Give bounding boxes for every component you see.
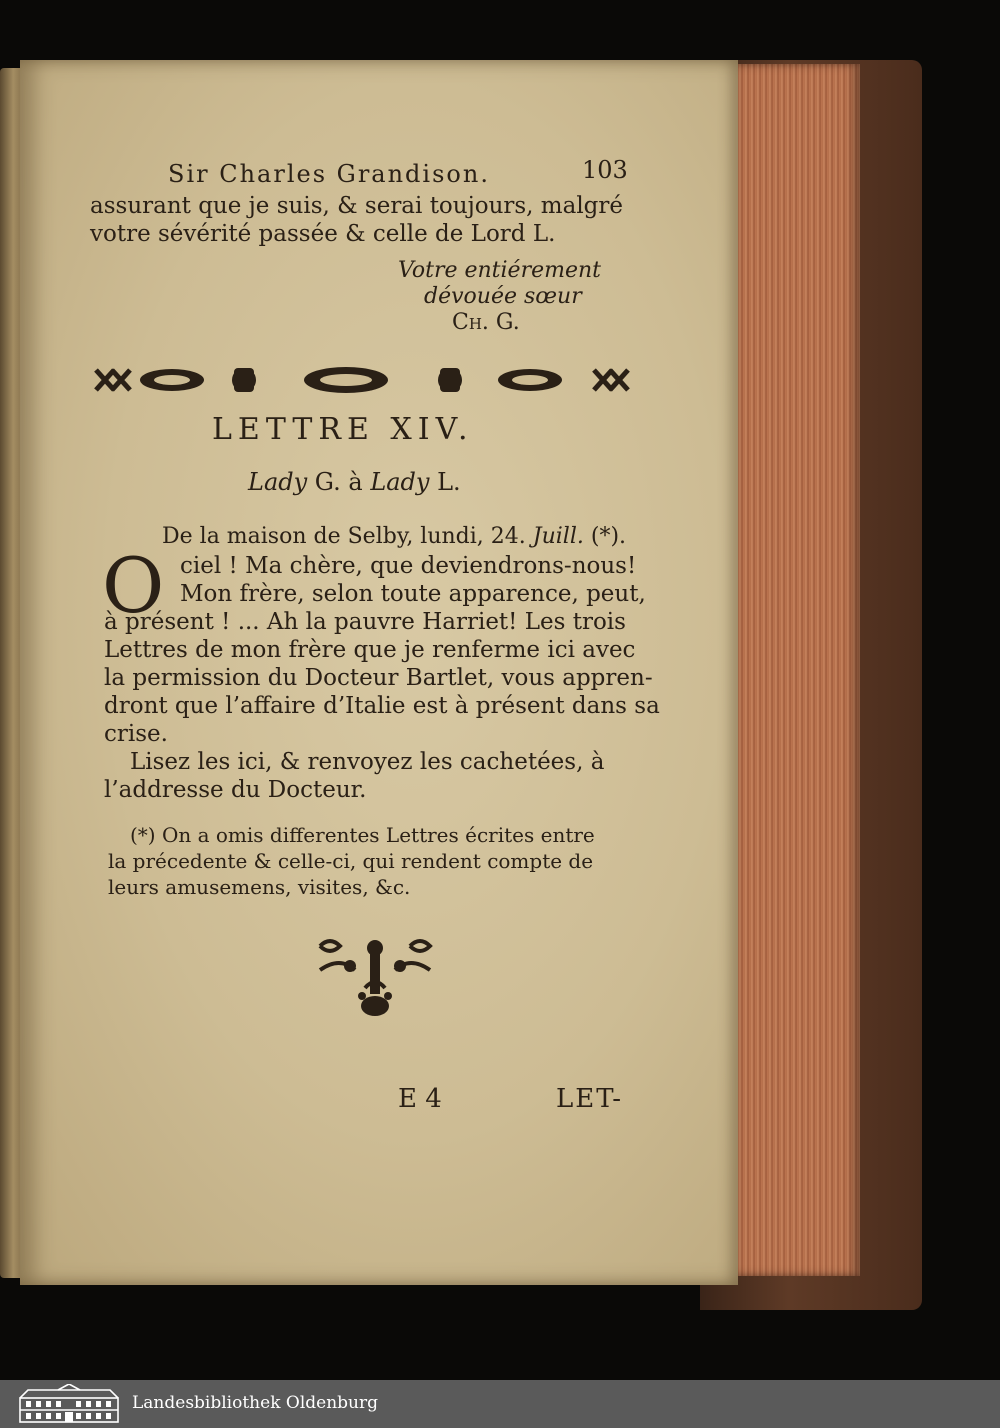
text-line: Lettres de mon frère que je renferme ici avec [104, 637, 636, 663]
dateline-month: Juill. [532, 524, 584, 549]
page-edges [732, 64, 860, 1276]
footnote-line: leurs amusemens, visites, &c. [108, 875, 411, 899]
subheading-part: Lady [248, 468, 308, 496]
catchword: LET- [556, 1084, 624, 1114]
signature-initials: Ch. G. [452, 310, 520, 335]
text-line: assurant que je suis, & serai toujours, malgré [90, 193, 624, 219]
dateline [162, 524, 626, 549]
left-page-edge [0, 68, 22, 1278]
book-page [20, 60, 738, 1285]
text-line: dront que l’affaire d’Italie est à présent dans sa [104, 693, 660, 719]
dateline-text: De la maison de Selby, lundi, 24. [162, 524, 526, 549]
footnote-marker: (*). [590, 524, 627, 549]
text-line: crise. [104, 721, 168, 747]
text-line: Lisez les ici, & renvoyez les cachetées, à [130, 749, 605, 775]
tailpiece-ornament-icon [310, 936, 440, 1026]
subheading-part: Lady [370, 468, 430, 496]
letter-subheading [248, 468, 461, 496]
footer-label: Landesbibliothek Oldenburg [132, 1393, 379, 1413]
page-number: 103 [582, 156, 628, 184]
subheading-part: L. [429, 468, 461, 496]
signature-mark: E 4 [398, 1084, 442, 1114]
drop-cap: O [102, 541, 165, 630]
signature-closing: Votre entiérement [398, 258, 601, 283]
letter-heading: LETTRE XIV. [212, 412, 474, 447]
library-building-icon [18, 1384, 120, 1424]
running-head: Sir Charles Grandison. [168, 160, 490, 188]
ornament-band-icon [94, 364, 644, 396]
text-line: votre sévérité passée & celle de Lord L. [90, 221, 556, 247]
text-line: ciel ! Ma chère, que deviendrons-nous! [180, 553, 637, 579]
subheading-part: G. à [307, 468, 371, 496]
footer-bar [0, 1380, 1000, 1428]
footnote-line: la précedente & celle-ci, qui rendent compte de [108, 849, 594, 873]
text-line: Mon frère, selon toute apparence, peut, [180, 581, 646, 607]
footnote-line: (*) On a omis differentes Lettres écrites entre [130, 823, 595, 847]
text-line: l’addresse du Docteur. [104, 777, 367, 803]
signature-closing: dévouée sœur [424, 284, 582, 309]
text-line: à présent ! ... Ah la pauvre Harriet! Les trois [104, 609, 626, 635]
text-line: la permission du Docteur Bartlet, vous appren- [104, 665, 653, 691]
